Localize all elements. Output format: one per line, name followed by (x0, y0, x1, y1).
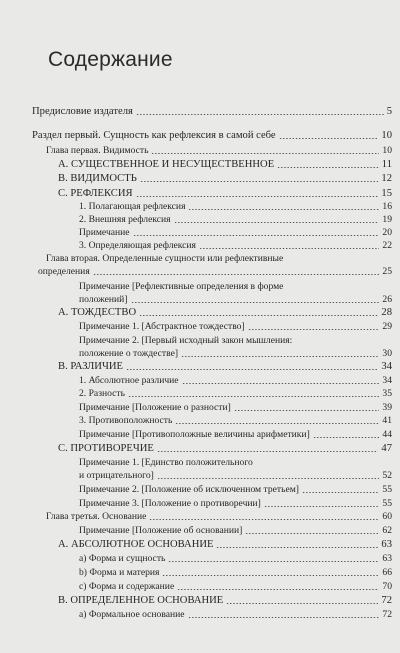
toc-leader-dots (177, 589, 379, 590)
toc-entry-page: 44 (382, 429, 392, 440)
toc-entry-title: Раздел первый. Сущность как рефлексия в самой себе (32, 130, 276, 141)
toc-entry[interactable] (0, 608, 400, 622)
toc-entry-title: определения (38, 266, 90, 277)
toc-entry-title: Примечание [Положение об основании] (79, 525, 243, 536)
toc-entry-page: 72 (382, 609, 392, 620)
toc-entry[interactable] (0, 428, 400, 442)
toc-entry[interactable] (0, 144, 400, 158)
toc-entry[interactable] (0, 360, 400, 374)
toc-entry-page: 10 (381, 130, 392, 141)
toc-entry-title: Примечание 2. [Первый исходный закон мышления: (79, 335, 293, 346)
toc-entry-title: Глава третья. Основание (46, 511, 147, 522)
toc-leader-dots (199, 248, 379, 249)
toc-leader-dots (234, 410, 380, 411)
toc-entry-page: 34 (381, 361, 392, 372)
toc-leader-dots (245, 533, 379, 534)
toc-entry[interactable] (0, 497, 400, 511)
toc-entry[interactable] (0, 280, 400, 294)
toc-entry-title: А. СУЩЕСТВЕННОЕ И НЕСУЩЕСТВЕННОЕ (58, 159, 275, 170)
toc-entry-title: c) Форма и содержание (79, 581, 175, 592)
toc-leader-dots (277, 167, 379, 168)
toc-entry[interactable] (0, 239, 400, 253)
toc-entry-page: 66 (382, 567, 392, 578)
toc-leader-dots (248, 329, 380, 330)
toc-entry[interactable] (0, 347, 400, 361)
toc-leader-dots (162, 575, 379, 576)
toc-leader-dots (151, 153, 379, 154)
toc-entry[interactable] (0, 334, 400, 348)
toc-leader-dots (264, 506, 380, 507)
toc-leader-dots (126, 369, 378, 370)
toc-entry-title: B. ОПРЕДЕЛЕННОЕ ОСНОВАНИЕ (58, 595, 224, 606)
toc-leader-dots (302, 492, 379, 493)
toc-leader-dots (128, 396, 379, 397)
toc-leader-dots (93, 274, 380, 275)
toc-entry-title: 2. Внешняя рефлексия (79, 214, 171, 225)
toc-entry-page: 25 (382, 266, 392, 277)
toc-entry[interactable] (0, 401, 400, 415)
toc-entry[interactable] (0, 524, 400, 538)
toc-leader-dots (168, 561, 379, 562)
toc-leader-dots (188, 209, 379, 210)
toc-leader-dots (279, 138, 379, 139)
toc-entry-page: 30 (382, 348, 392, 359)
toc-entry-title: 1. Полагающая рефлексия (79, 201, 186, 212)
toc-entry[interactable] (0, 566, 400, 580)
toc-entry-title: 1. Абсолютное различие (79, 375, 179, 386)
toc-entry-page: 10 (382, 145, 392, 156)
toc-entry-page: 26 (382, 294, 392, 305)
toc-entry-title: A. АБСОЛЮТНОЕ ОСНОВАНИЕ (58, 539, 214, 550)
toc-entry-title: C. ПРОТИВОРЕЧИЕ (58, 443, 154, 454)
toc-entry-title: C. РЕФЛЕКСИЯ (58, 188, 133, 199)
toc-leader-dots (226, 603, 378, 604)
toc-entry-title: b) Форма и материя (79, 567, 160, 578)
toc-leader-dots (175, 423, 379, 424)
toc-leader-dots (131, 302, 380, 303)
toc-leader-dots (174, 222, 380, 223)
toc-entry-title: Предисловие издателя (32, 106, 133, 117)
toc-entry[interactable] (0, 172, 400, 186)
toc-entry-page: 41 (382, 415, 392, 426)
toc-entry[interactable] (0, 442, 400, 456)
toc-entry-title: 3. Противоположность (79, 415, 173, 426)
toc-entry-title: a) Форма и сущность (79, 553, 166, 564)
toc-entry-title: Примечание [Положение о разности] (79, 402, 231, 413)
toc-entry-title: B. РАЗЛИЧИЕ (58, 361, 123, 372)
toc-leader-dots (140, 181, 379, 182)
toc-entry-page: 63 (382, 553, 392, 564)
toc-entry[interactable] (0, 538, 400, 552)
toc-entry-page: 19 (382, 214, 392, 225)
toc-entry[interactable] (0, 158, 400, 172)
toc-entry-page: 52 (382, 470, 392, 481)
toc-entry-page: 55 (382, 484, 392, 495)
toc-entry-title: положений] (79, 294, 128, 305)
toc-leader-dots (139, 315, 378, 316)
toc-entry-title: 2. Разность (79, 388, 125, 399)
toc-entry-page: 22 (382, 240, 392, 251)
toc-entry[interactable] (0, 200, 400, 214)
toc-entry[interactable] (0, 456, 400, 470)
toc-entry-title: Примечание (79, 227, 130, 238)
toc-entry-page: 62 (382, 525, 392, 536)
page-title: Содержание (48, 48, 173, 71)
toc-entry-title: Примечание 1. [Абстрактное тождество] (79, 321, 245, 332)
toc-entry-title: Примечание 3. [Положение о противоречии] (79, 498, 261, 509)
toc-entry[interactable] (0, 374, 400, 388)
toc-entry[interactable] (0, 105, 400, 119)
toc-entry-title: 3. Определяющая рефлексия (79, 240, 196, 251)
toc-leader-dots (136, 196, 379, 197)
toc-entry-title: Примечание [Рефлективные определения в форме (79, 281, 284, 292)
toc-leader-dots (157, 478, 380, 479)
toc-leader-dots (133, 235, 380, 236)
toc-entry-title: Примечание 2. [Положение об исключенном третьем] (79, 484, 299, 495)
toc-entry-page: 5 (386, 106, 392, 117)
toc-entry-title: Глава первая. Видимость (46, 145, 149, 156)
toc-entry[interactable] (0, 510, 400, 524)
toc-entry-title: Примечание 1. [Единство положительного (79, 457, 253, 468)
toc-entry[interactable] (0, 293, 400, 307)
toc-entry[interactable] (0, 320, 400, 334)
toc-leader-dots (188, 617, 380, 618)
toc-entry-page: 70 (382, 581, 392, 592)
toc-leader-dots (216, 547, 378, 548)
toc-entry-page: 47 (381, 443, 392, 454)
toc-entry[interactable] (0, 594, 400, 608)
toc-entry[interactable] (0, 580, 400, 594)
toc-entry[interactable] (0, 265, 400, 279)
toc-entry[interactable] (0, 552, 400, 566)
toc-entry[interactable] (0, 306, 400, 320)
toc-entry-title: и отрицательного] (79, 470, 154, 481)
toc-entry[interactable] (0, 483, 400, 497)
toc-entry-page: 15 (381, 188, 392, 199)
toc-entry-page: 63 (381, 539, 392, 550)
toc-entry[interactable] (0, 469, 400, 483)
toc-leader-dots (313, 437, 380, 438)
toc-leader-dots (136, 114, 384, 115)
toc-entry[interactable] (0, 213, 400, 227)
toc-entry-page: 11 (381, 159, 392, 170)
toc-entry-title: a) Формальное основание (79, 609, 185, 620)
toc-entry[interactable] (0, 252, 400, 266)
toc-entry-page: 55 (382, 498, 392, 509)
toc-entry-page: 12 (381, 173, 392, 184)
toc-entry[interactable] (0, 187, 400, 201)
toc-leader-dots (157, 451, 379, 452)
toc-entry-page: 28 (381, 307, 392, 318)
toc-entry[interactable] (0, 226, 400, 240)
toc-entry[interactable] (0, 414, 400, 428)
toc-leader-dots (182, 383, 380, 384)
toc-entry[interactable] (0, 387, 400, 401)
toc-entry-page: 20 (382, 227, 392, 238)
toc-entry-title: B. ВИДИМОСТЬ (58, 173, 137, 184)
toc-entry[interactable] (0, 129, 400, 143)
toc-entry-page: 72 (381, 595, 392, 606)
toc-entry-page: 29 (382, 321, 392, 332)
toc-entry-page: 39 (382, 402, 392, 413)
toc-entry-page: 35 (382, 388, 392, 399)
toc-entry-page: 34 (382, 375, 392, 386)
toc-leader-dots (149, 519, 379, 520)
toc-entry-title: A. ТОЖДЕСТВО (58, 307, 137, 318)
toc-entry-title: Примечание [Противоположные величины арифметики] (79, 429, 310, 440)
toc-entry-page: 16 (382, 201, 392, 212)
toc-entry-title: Глава вторая. Определенные сущности или рефлективные (46, 253, 284, 264)
toc-entry-page: 60 (382, 511, 392, 522)
toc-leader-dots (181, 356, 379, 357)
toc-entry-title: положение о тождестве] (79, 348, 179, 359)
